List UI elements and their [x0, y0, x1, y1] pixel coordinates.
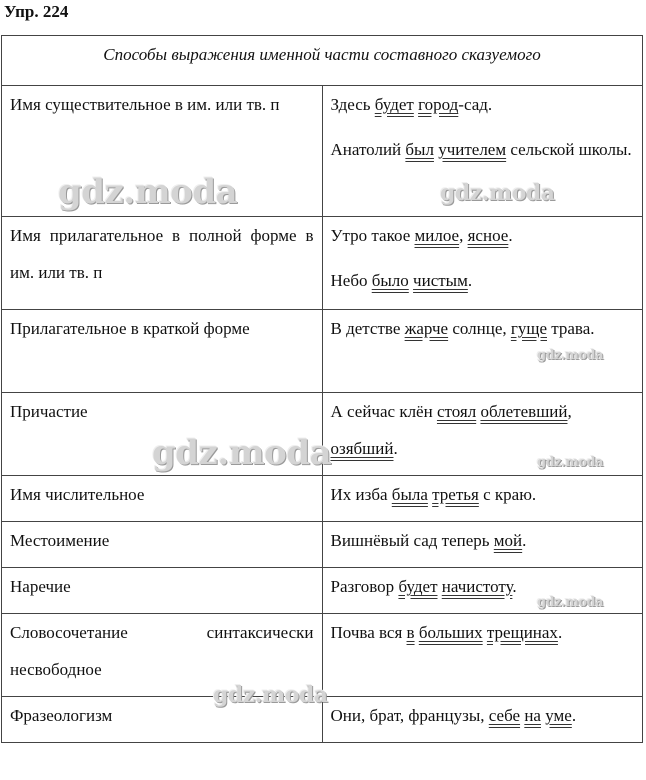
sentence-fragment: .	[393, 439, 398, 458]
example-sentence	[331, 697, 635, 734]
example-cell	[322, 86, 643, 217]
watermark-logo: gdz.moda	[537, 595, 604, 610]
example-sentence	[331, 476, 635, 513]
underlined-predicate-word: город	[418, 95, 459, 114]
sentence-fragment: Вишнёвый сад теперь	[330, 531, 494, 550]
example-cell	[322, 614, 643, 697]
method-cell: Имя прилагательное в полной форме в им. или тв. п	[2, 217, 323, 310]
sentence-fragment: солнце,	[448, 319, 511, 338]
example-cell	[322, 393, 643, 476]
method-cell: Наречие	[2, 568, 323, 614]
underlined-predicate-word: стоял	[436, 402, 477, 421]
underlined-predicate-word: была	[391, 485, 428, 504]
table-header-row	[2, 36, 643, 86]
sentence-fragment: .	[522, 531, 527, 550]
example-sentence	[331, 262, 635, 299]
table-row	[2, 522, 643, 568]
sentence-fragment: ,	[567, 402, 572, 421]
watermark-logo: gdz.moda	[537, 455, 604, 470]
watermark-logo: gdz.moda	[440, 180, 555, 206]
watermark-logo: gdz.moda	[213, 682, 328, 708]
predicate-table	[1, 35, 643, 743]
example-cell	[322, 568, 643, 614]
underlined-predicate-word: ясное	[467, 226, 509, 245]
example-sentence	[331, 568, 635, 605]
watermark-logo: gdz.moda	[58, 172, 238, 212]
example-cell	[322, 522, 643, 568]
underlined-predicate-word: третья	[432, 485, 479, 504]
underlined-predicate-word: в	[406, 623, 415, 642]
table-row	[2, 393, 643, 476]
table-row	[2, 86, 643, 217]
table-row	[2, 568, 643, 614]
table-row	[2, 310, 643, 393]
example-cell	[322, 697, 643, 743]
underlined-predicate-word: больших	[418, 623, 483, 642]
sentence-fragment: Небо	[330, 271, 372, 290]
underlined-predicate-word: учителем	[438, 140, 507, 159]
underlined-predicate-word: чистым	[413, 271, 468, 290]
table-row	[2, 476, 643, 522]
table-row	[2, 217, 643, 310]
sentence-fragment: Их изба	[330, 485, 392, 504]
sentence-fragment: А сейчас клён	[330, 402, 437, 421]
example-sentence	[331, 217, 635, 254]
underlined-predicate-word: жарче	[404, 319, 449, 338]
underlined-predicate-word: будет	[374, 95, 414, 114]
example-sentence	[331, 522, 635, 559]
method-cell: Фразеологизм	[2, 697, 323, 743]
example-sentence	[331, 131, 635, 168]
sentence-fragment: .	[508, 226, 513, 245]
underlined-predicate-word: гуще	[510, 319, 547, 338]
table-row	[2, 697, 643, 743]
sentence-fragment: Здесь	[330, 95, 375, 114]
method-cell: Местоимение	[2, 522, 323, 568]
sentence-fragment: ,	[459, 226, 468, 245]
method-cell: Словосочетание синтаксически несвободное	[2, 614, 323, 697]
method-cell: Имя существительное в им. или тв. п	[2, 86, 323, 217]
underlined-predicate-word: милое	[414, 226, 460, 245]
example-cell	[322, 310, 643, 393]
exercise-title: Упр. 224	[4, 2, 69, 21]
underlined-predicate-word: уме	[545, 706, 572, 725]
sentence-fragment: Утро такое	[330, 226, 415, 245]
sentence-fragment: Разговор	[330, 577, 399, 596]
method-cell: Причастие	[2, 393, 323, 476]
underlined-predicate-word: облетевший	[480, 402, 568, 421]
method-cell: Прилагательное в краткой форме	[2, 310, 323, 393]
method-cell: Имя числительное	[2, 476, 323, 522]
sentence-fragment: сельской школы.	[506, 140, 632, 159]
underlined-predicate-word: себе	[488, 706, 521, 725]
underlined-predicate-word: будет	[398, 577, 438, 596]
sentence-fragment: В детстве	[330, 319, 405, 338]
sentence-fragment: -сад.	[458, 95, 493, 114]
underlined-predicate-word: был	[405, 140, 434, 159]
example-cell	[322, 476, 643, 522]
underlined-predicate-word: трещинах	[486, 623, 558, 642]
sentence-fragment: Они, брат, французы,	[330, 706, 489, 725]
underlined-predicate-word: мой	[493, 531, 523, 550]
underlined-predicate-word: начистоту	[441, 577, 513, 596]
table-header: Способы выражения именной части составного сказуемого	[2, 36, 643, 86]
sentence-fragment: .	[512, 577, 517, 596]
underlined-predicate-word: на	[524, 706, 541, 725]
watermark-logo: gdz.moda	[152, 433, 332, 473]
example-sentence	[331, 393, 635, 467]
example-cell	[322, 217, 643, 310]
sentence-fragment: .	[557, 623, 563, 642]
underlined-predicate-word: было	[371, 271, 409, 290]
example-sentence	[331, 614, 635, 651]
table-row	[2, 614, 643, 697]
sentence-fragment: Почва вся	[330, 623, 407, 642]
sentence-fragment: трава.	[547, 319, 595, 338]
example-sentence	[331, 86, 635, 123]
watermark-logo: gdz.moda	[537, 348, 604, 363]
underlined-predicate-word: озябший	[330, 439, 394, 458]
sentence-fragment: .	[571, 706, 577, 725]
sentence-fragment: Анатолий	[330, 140, 406, 159]
sentence-fragment: с краю.	[478, 485, 537, 504]
sentence-fragment: .	[467, 271, 473, 290]
example-sentence	[331, 310, 635, 347]
